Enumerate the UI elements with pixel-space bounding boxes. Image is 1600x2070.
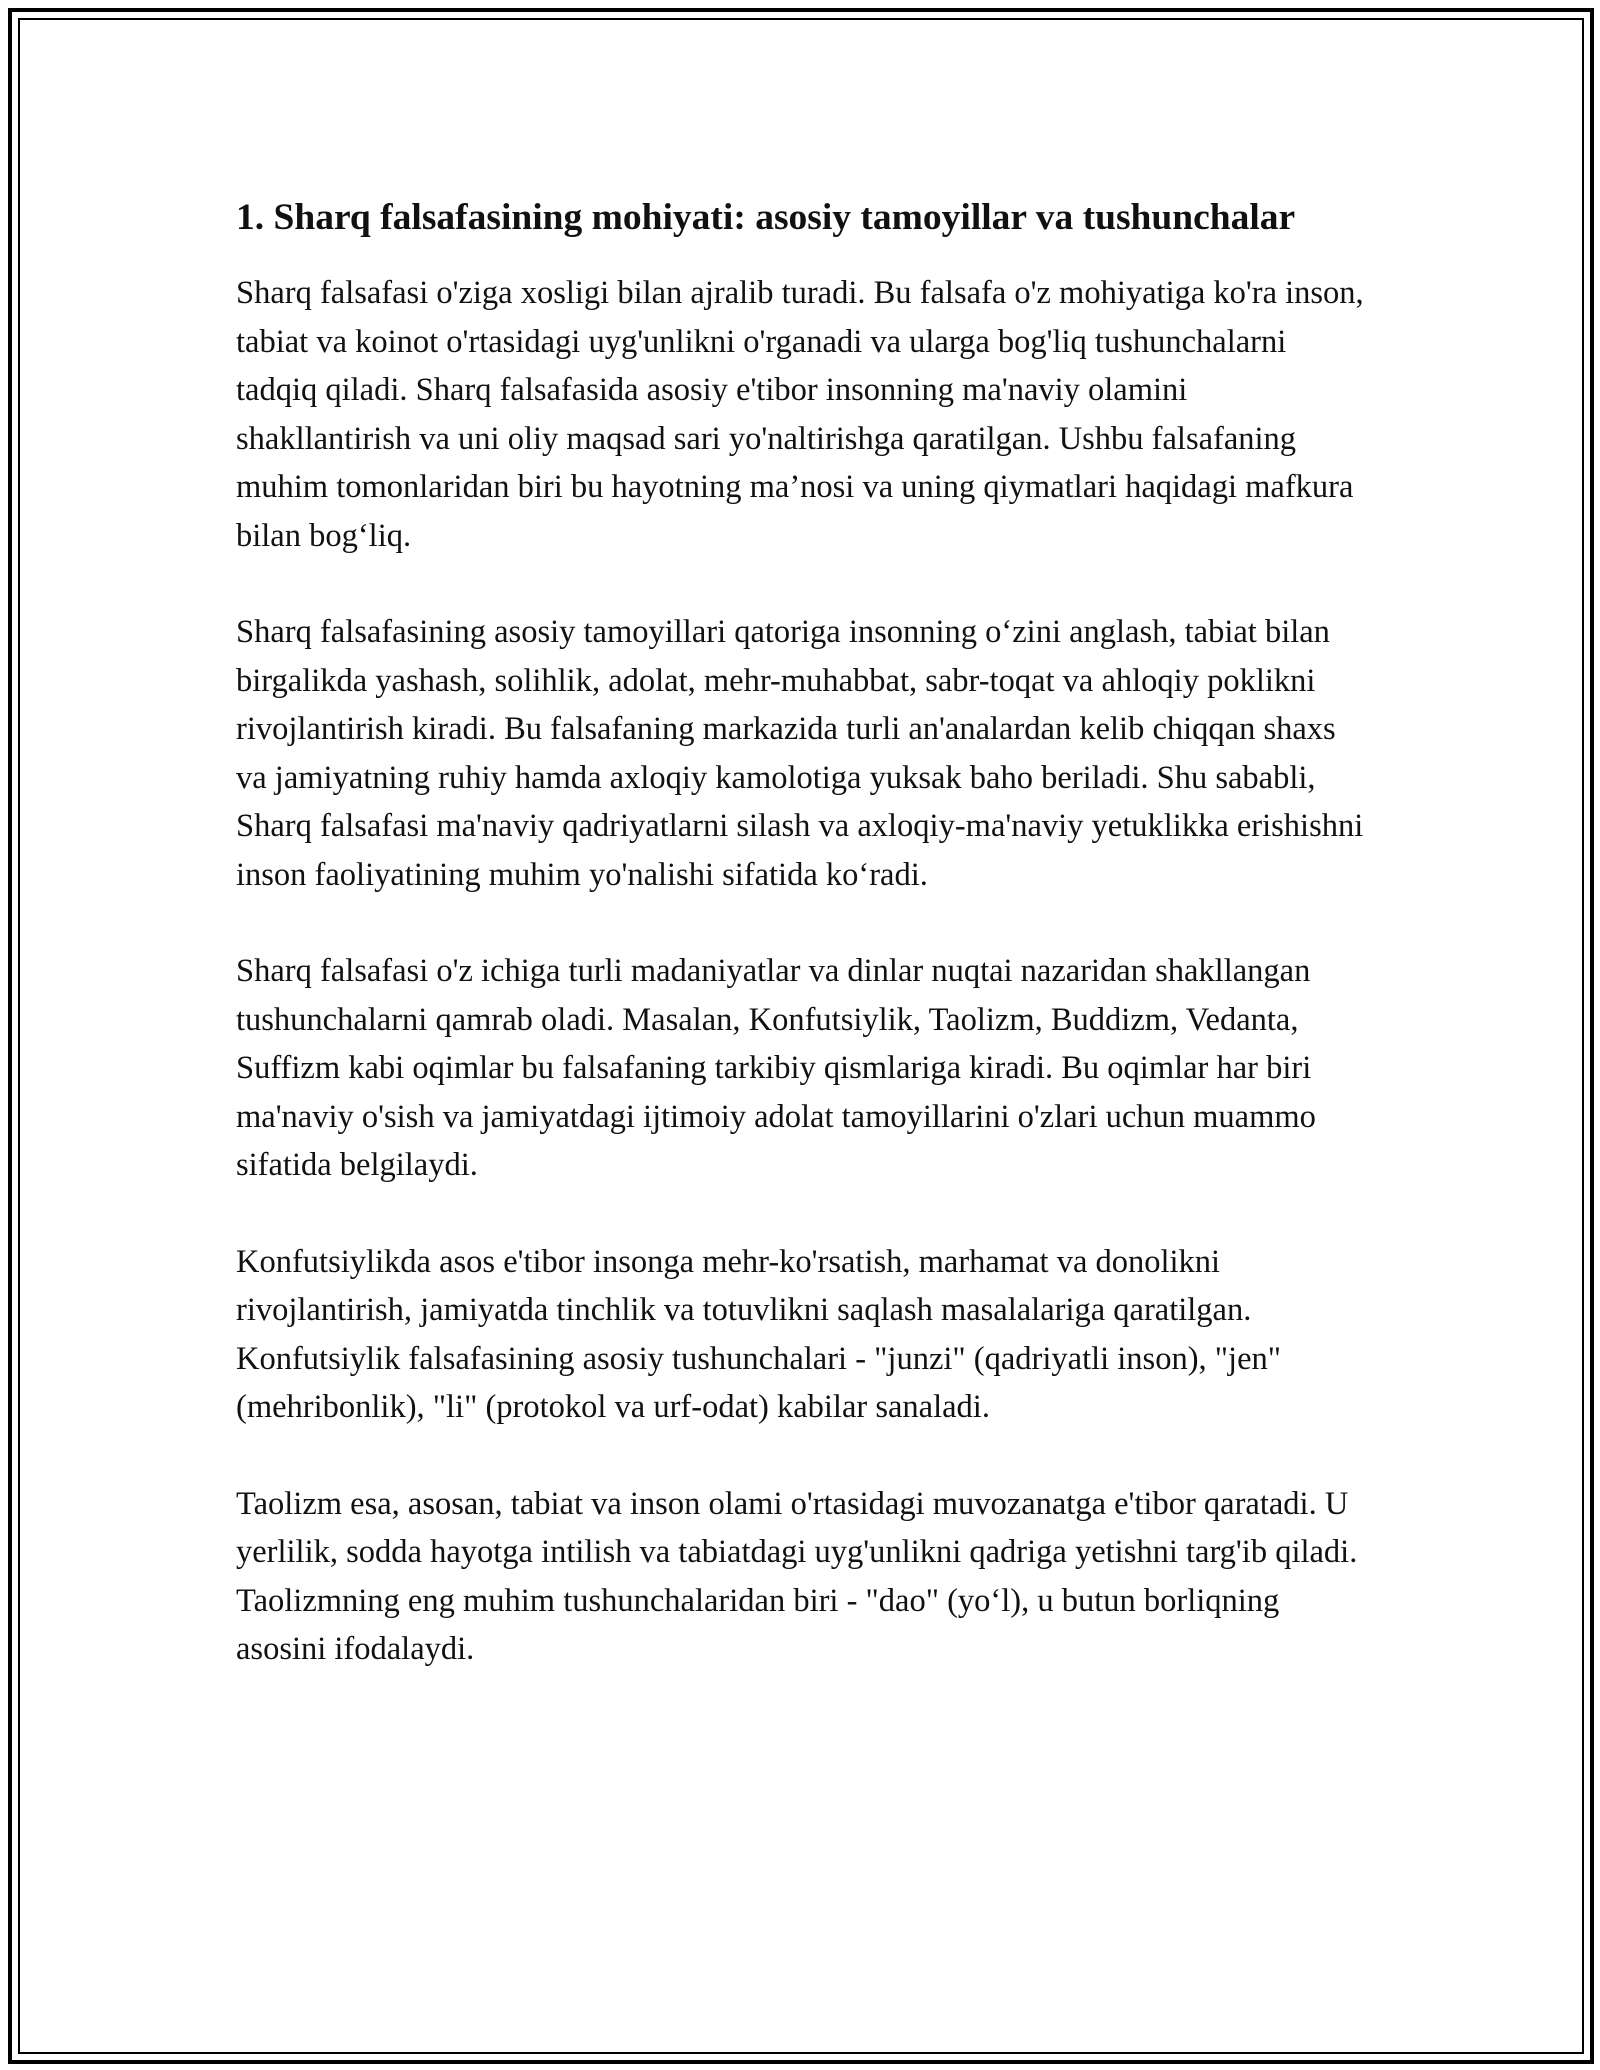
paragraph-schools: Sharq falsafasi o'z ichiga turli madaniyatlar va dinlar nuqtai nazaridan shakllangan tushunchalarni qamrab oladi. Masalan, Konfutsiylik, Taolizm, Buddizm, Vedanta, Suffizm kabi oqimlar bu falsafaning tarkibiy qismlariga kiradi. Bu oqimlar har biri ma'naviy o'sish va jamiyatdagi ijtimoiy adolat tamoyillarini o'zlari uchun muammo sifatida belgilaydi. (236, 953, 1316, 1183)
paragraph-intro: Sharq falsafasi o'ziga xosligi bilan ajralib turadi. Bu falsafa o'z mohiyatiga ko'ra inson, tabiat va koinot o'rtasidagi uyg'unlikni o'rganadi va ularga bog'liq tushunchalarni tadqiq qiladi. Sharq falsafasida asosiy e'tibor insonning ma'naviy olamini shakllantirish va uni oliy maqsad sari yo'naltirishga qaratilgan. Ushbu falsafaning muhim tomonlaridan biri bu hayotning ma’nosi va uning qiymatlari haqidagi mafkura bilan bog‘liq. (236, 275, 1364, 554)
paragraph-confucianism: Konfutsiylikda asos e'tibor insonga mehr-ko'rsatish, marhamat va donolikni rivojlantirish, jamiyatda tinchlik va totuvlikni saqlash masalalariga qaratilgan. Konfutsiylik falsafasining asosiy tushunchalari - "junzi" (qadriyatli inson), "jen" (mehribonlik), "li" (protokol va urf-odat) kabilar sanaladi. (236, 1243, 1282, 1425)
paragraph-taoism: Taolizm esa, asosan, tabiat va inson olami o'rtasidagi muvozanatga e'tibor qaratadi. U yerlilik, sodda hayotga intilish va tabiatdagi uyg'unlikni qadriga yetishni targ'ib qiladi. Taolizmning eng muhim tushunchalaridan biri - "dao" (yo‘l), u butun borliqning asosini ifodalaydi. (236, 1485, 1358, 1667)
paragraph-principles: Sharq falsafasining asosiy tamoyillari qatoriga insonning o‘zini anglash, tabiat bilan birgalikda yashash, solihlik, adolat, mehr-muhabbat, sabr-toqat va ahloqiy poklikni rivojlantirish kiradi. Bu falsafaning markazida turli an'analardan kelib chiqqan shaxs va jamiyatning ruhiy hamda axloqiy kamolotiga yuksak baho beriladi. Shu sababli, Sharq falsafasi ma'naviy qadriyatlarni silash va axloqiy-ma'naviy yetuklikka erishishni inson faoliyatining muhim yo'nalishi sifatida ko‘radi. (236, 614, 1364, 893)
section-heading: 1. Sharq falsafasining mohiyati: asosiy tamoyillar va tushunchalar (236, 197, 1296, 238)
document-body (236, 190, 1366, 1722)
